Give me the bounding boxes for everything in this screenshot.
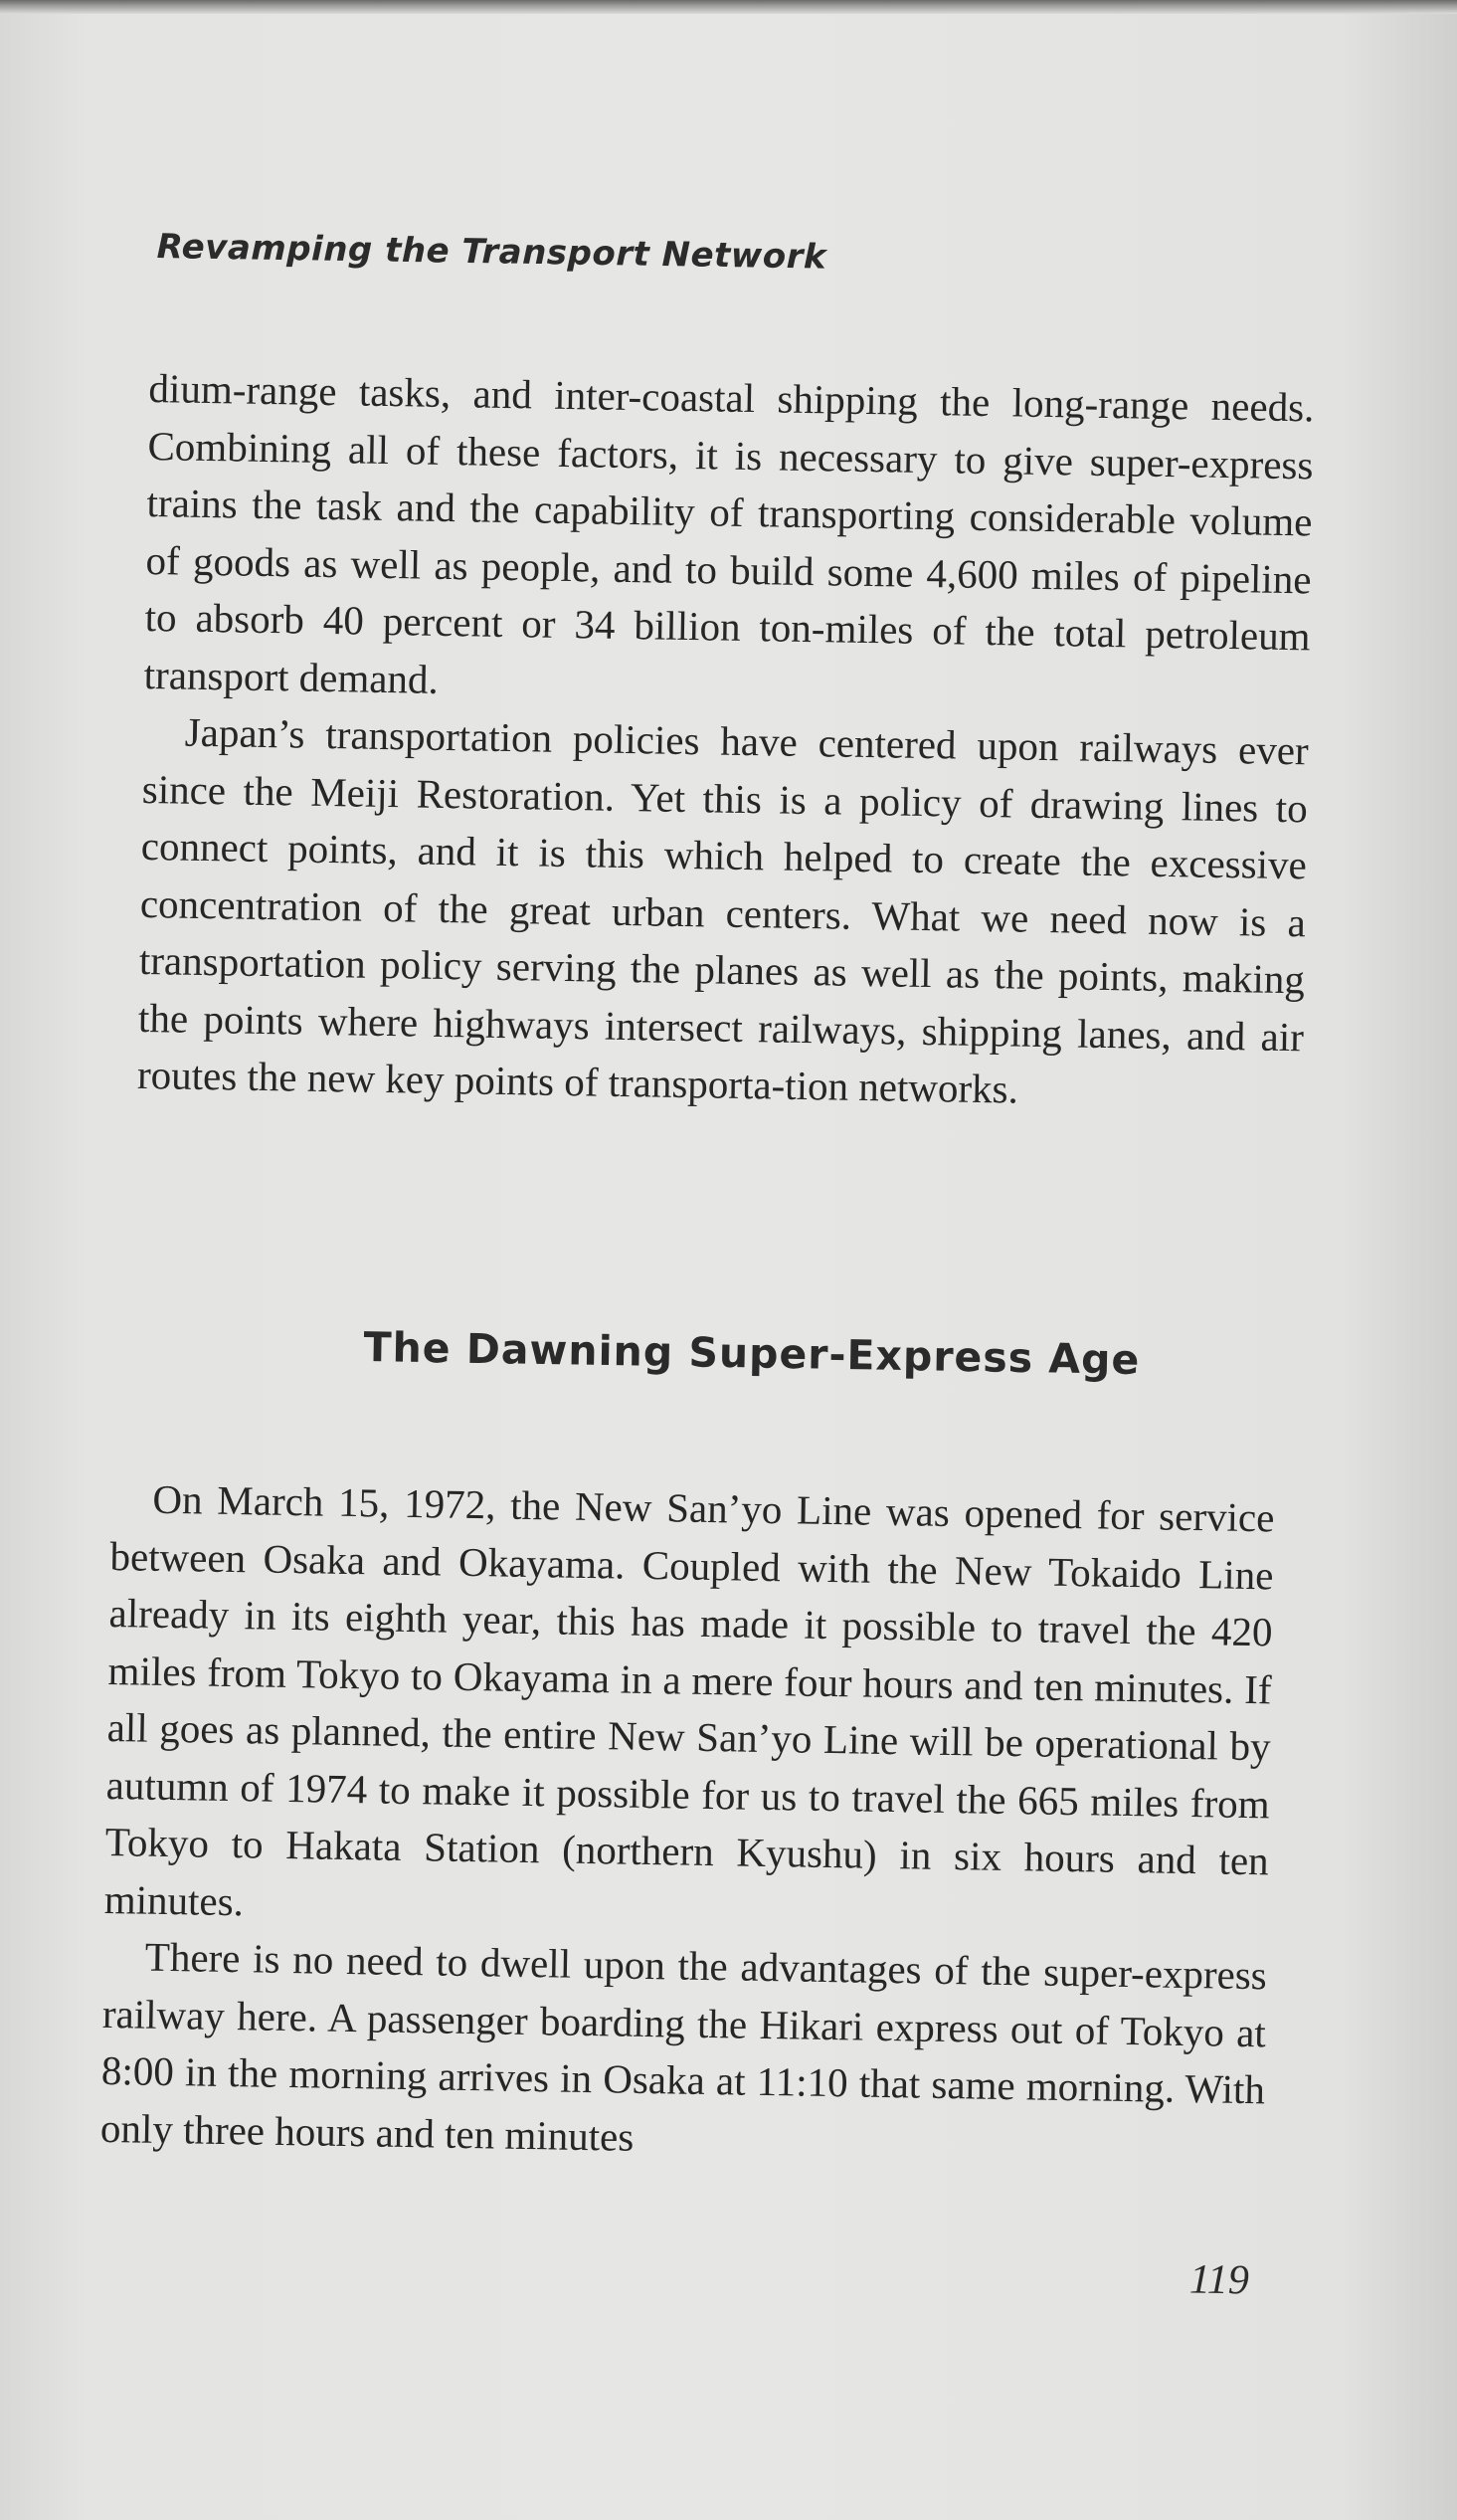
paragraph: There is no need to dwell upon the advantages of the super-express railway here. A passenger boarding the Hikari express out of Tokyo at 8:00 in the morning arrives in Osaka at 11:10 that same morning. With only three hours and ten minutes [99, 1933, 1268, 2160]
paragraph: Japan’s transportation policies have centered upon railways ever since the Meiji Restoration. Yet this is a policy of drawing lines to connect points, and it is this which helped to create the excessive concentration of the great urban centers. What we need now is a transportation policy serving the planes as well as the points, making the points where highways intersect railways, shipping lanes, and air routes the new key points of transporta-tion networks. [136, 708, 1310, 1112]
page-top-edge [0, 0, 1457, 14]
paragraph: On March 15, 1972, the New San’yo Line was opened for service between Osaka and Okayama. Coupled with the New Tokaido Line already in its eighth year, this has made it possible to travel the 420 miles from Tokyo to Okayama in a mere four hours and ten minutes. If all goes as planned, the entire New San’yo Line will be operational by autumn of 1974 to make it possible for us to travel the 665 miles from Tokyo to Hakata Station (northern Kyushu) in six hours and ten minutes. [103, 1475, 1275, 1924]
page-number: 119 [1188, 2256, 1250, 2304]
running-head: Revamping the Transport Network [156, 227, 827, 278]
section-heading: The Dawning Super-Express Age [363, 1323, 1141, 1384]
body-text-after-heading [100, 1470, 1275, 2176]
paragraph: dium-range tasks, and inter-coastal shipping the long-range needs. Combining all of these factors, it is necessary to give super-express trains the task and the capability of transporting considerable volume of goods as well as people, and to build some 4,600 miles of pipeline to absorb 40 percent or 34 billion ton-miles of the total petroleum transport demand. [143, 364, 1315, 702]
body-text-before-heading [137, 360, 1315, 1123]
